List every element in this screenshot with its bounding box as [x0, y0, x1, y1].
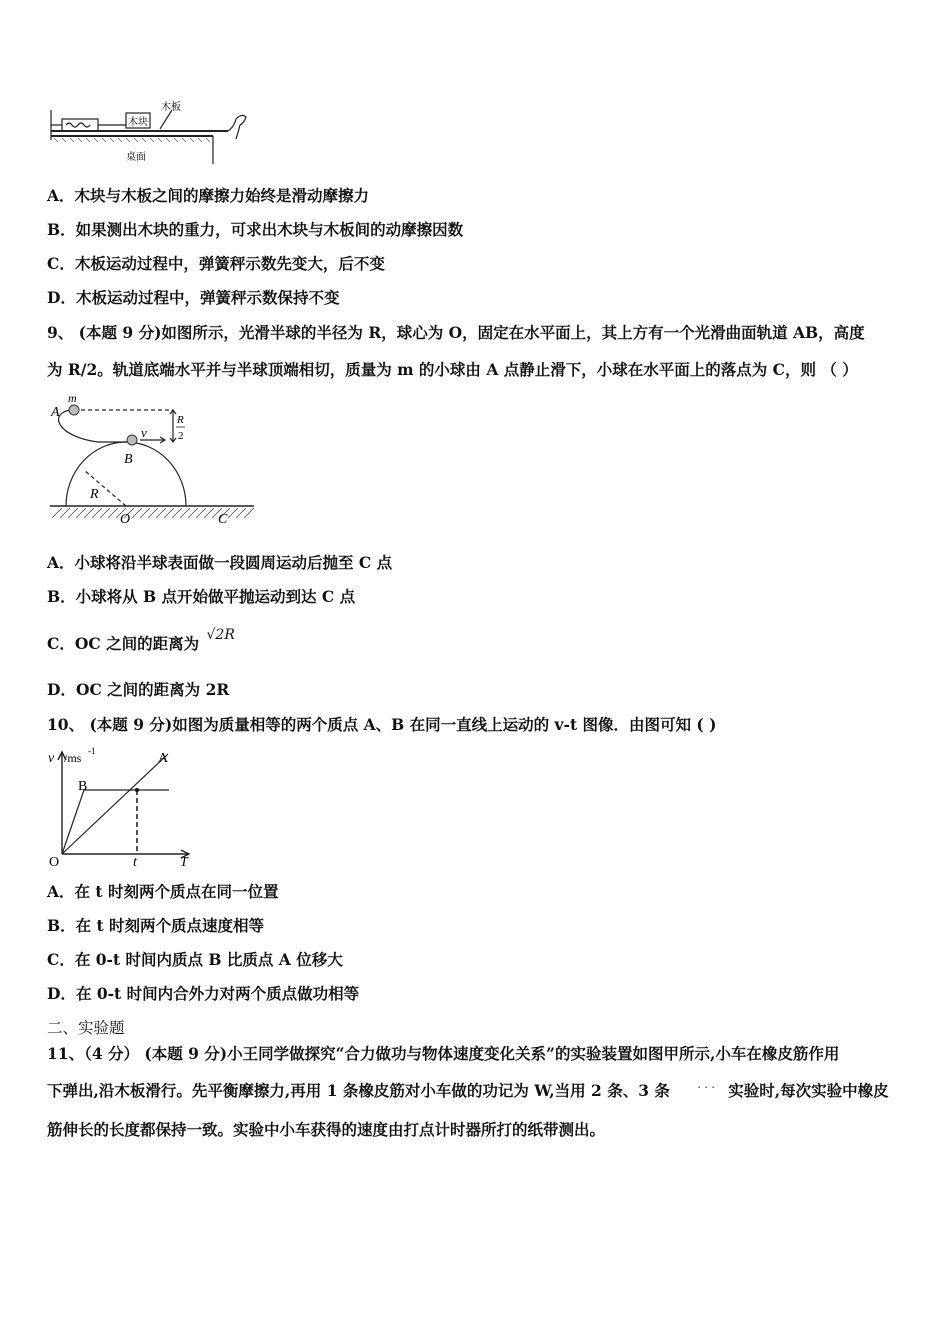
q10-stem: 10、 (本题 9 分)如图为质量相等的两个质点 A、B 在同一直线上运动的 v-t 图像．由图可知 ( ): [47, 715, 717, 734]
board-label: 木板: [161, 102, 181, 113]
q8-option-c: C．木板运动过程中，弹簧秤示数先变大，后不变: [47, 254, 385, 273]
landing-c-label: C: [218, 512, 228, 527]
height-fraction-denominator: 2: [178, 430, 184, 442]
q11-line2-ellipsis: · · ·: [697, 1081, 715, 1094]
q9-option-a: A．小球将沿半球表面做一段圆周运动后抛至 C 点: [47, 553, 393, 572]
block-label: 木块: [128, 117, 148, 128]
q11-line2-part2: 实验时,每次实验中橡皮: [728, 1081, 889, 1100]
q11-line3: 筋伸长的长度都保持一致。实验中小车获得的速度由打点计时器所打的纸带测出。: [47, 1120, 606, 1139]
v-axis-unit-exponent: -1: [88, 746, 96, 756]
t-axis-label: T: [180, 855, 188, 870]
q9-stem-line1: 9、 (本题 9 分)如图所示，光滑半球的半径为 R，球心为 O，固定在水平面上，其上方有一个光滑曲面轨道 AB，高度: [47, 323, 865, 342]
q8-option-a: A．木块与木板之间的摩擦力始终是滑动摩擦力: [47, 186, 370, 205]
q9-option-c-text: C．OC 之间的距离为: [47, 634, 200, 653]
q8-option-d: D．木板运动过程中，弹簧秤示数保持不变: [47, 288, 340, 307]
radius-r-label: R: [90, 487, 99, 502]
origin-label: O: [49, 855, 60, 870]
q9-option-b: B．小球将从 B 点开始做平抛运动到达 C 点: [47, 587, 356, 606]
friction-apparatus-figure: [48, 98, 248, 168]
height-fraction-numerator: R: [177, 414, 184, 426]
q9-option-d: D．OC 之间的距离为 2R: [47, 680, 230, 699]
point-a-label: A: [51, 405, 60, 420]
hemisphere-figure: [48, 392, 258, 527]
v-axis-unit: /ms: [64, 751, 82, 765]
line-a-label: A: [158, 751, 169, 766]
line-b-label: B: [78, 779, 88, 794]
vt-graph-figure: [44, 744, 194, 870]
q11-line2-part1: 下弹出,沿木板滑行。先平衡摩擦力,再用 1 条橡皮筋对小车做的功记为 W,当用 2 条、3 条: [47, 1081, 670, 1100]
table-label: 桌面: [126, 152, 146, 163]
v-axis-label: v: [48, 751, 55, 766]
center-o-label: O: [120, 512, 131, 527]
q10-option-d: D．在 0-t 时间内合外力对两个质点做功相等: [47, 984, 360, 1003]
q10-option-a: A．在 t 时刻两个质点在同一位置: [47, 882, 279, 901]
velocity-v-label: v: [141, 425, 147, 440]
section-heading: 二、实验题: [47, 1019, 125, 1037]
q9-stem-line2: 为 R/2。轨道底端水平并与半球顶端相切，质量为 m 的小球由 A 点静止滑下，小球在水平面上的落点为 C，则 （ ）: [47, 360, 858, 379]
q11-line1: 11、（4 分） (本题 9 分)小王同学做探究“合力做功与物体速度变化关系”的实验装置如图甲所示,小车在橡皮筋作用: [47, 1044, 840, 1063]
mass-m-label: m: [68, 392, 77, 405]
point-b-label: B: [124, 452, 133, 467]
q9-option-c-formula: √2R: [206, 627, 235, 643]
time-t-label: t: [133, 855, 137, 870]
q9-option-c: [47, 627, 235, 655]
q10-option-b: B．在 t 时刻两个质点速度相等: [47, 916, 265, 935]
q11-line2: [47, 1081, 889, 1103]
q8-option-b: B．如果测出木块的重力，可求出木块与木板间的动摩擦因数: [47, 220, 464, 239]
q10-option-c: C．在 0-t 时间内质点 B 比质点 A 位移大: [47, 950, 343, 969]
